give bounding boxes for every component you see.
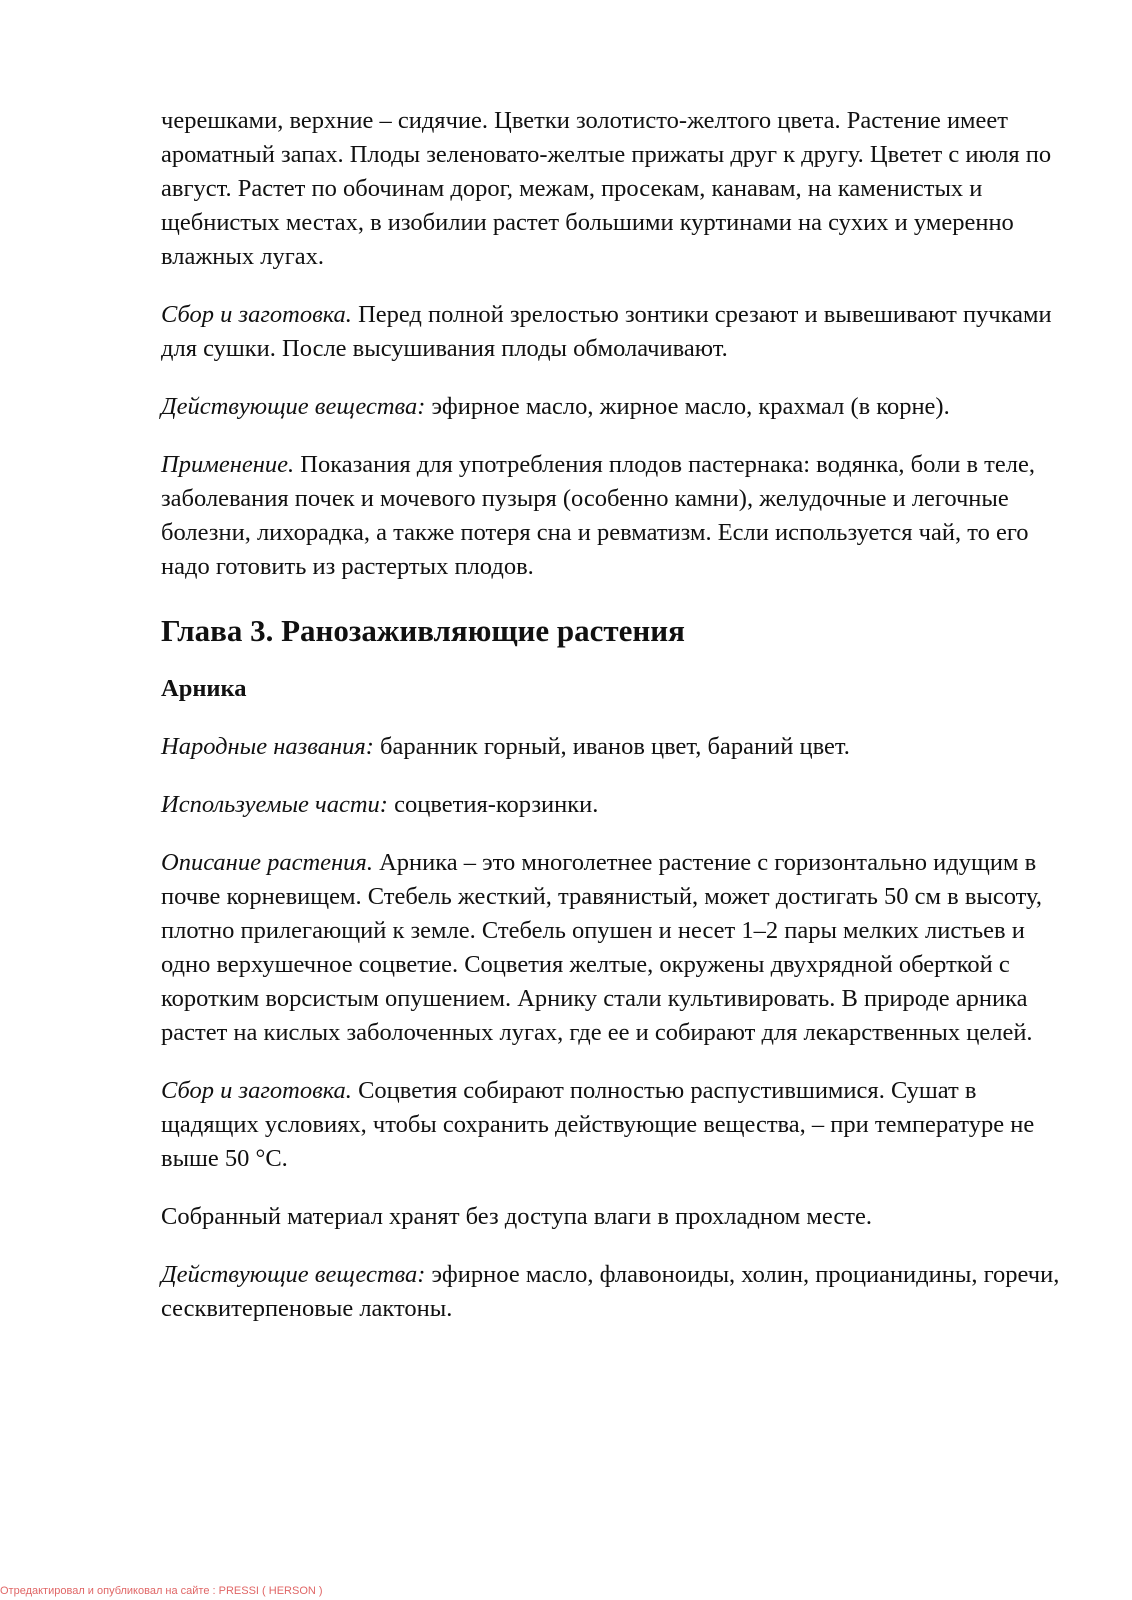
paragraph-used-parts xyxy=(161,788,1061,822)
paragraph-active-substances xyxy=(161,1258,1061,1326)
paragraph-lead: Действующие вещества: xyxy=(161,1261,426,1288)
paragraph-text: эфирное масло, флавоноиды, холин, процианидины, горечи, сесквитерпеновые лактоны. xyxy=(161,1261,1060,1322)
publisher-note: Отредактировал и опубликовал на сайте : PRESSI ( HERSON ) xyxy=(0,1585,323,1597)
paragraph-text: черешками, верхние – сидячие. Цветки золотисто-желтого цвета. Растение имеет ароматный запах. Плоды зеленовато-желтые прижаты друг к другу. Цветет с июля по август. Растет по обочинам дорог, межам, просекам, канавам, на каменистых и щебнистых местах, в изобилии растет большими куртинами на сухих и умеренно влажных лугах. xyxy=(161,107,1052,270)
paragraph-text: соцветия-корзинки. xyxy=(387,791,599,818)
paragraph-text: эфирное масло, жирное масло, крахмал (в корне). xyxy=(425,393,950,420)
page-content xyxy=(161,104,1061,1350)
paragraph-harvest xyxy=(161,1074,1061,1176)
chapter-title: Глава 3. Ранозаживляющие растения xyxy=(161,613,685,648)
paragraph-plant-description-cont xyxy=(161,104,1061,274)
paragraph-storage xyxy=(161,1200,1061,1234)
paragraph-text: Арника – это многолетнее растение с горизонтально идущим в почве корневищем. Стебель жесткий, травянистый, может достигать 50 см в высоту, плотно прилегающий к земле. Стебель опушен и несет 1–2 пары мелких листьев и одно верхушечное соцветие. Соцветия желтые, окружены двухрядной оберткой с коротким ворсистым опушением. Арнику стали культивировать. В природе арника растет на кислых заболоченных лугах, где ее и собирают для лекарственных целей. xyxy=(161,849,1042,1046)
paragraph-lead: Действующие вещества: xyxy=(161,393,426,420)
paragraph-folk-names xyxy=(161,730,1061,764)
paragraph-lead: Народные названия: xyxy=(161,733,374,760)
paragraph-lead: Используемые части: xyxy=(161,791,388,818)
paragraph-text: Показания для употребления плодов пастернака: водянка, боли в теле, заболевания почек и мочевого пузыря (особенно камни), желудочные и легочные болезни, лихорадка, а также потеря сна и ревматизм. Если используется чай, то его надо готовить из растертых плодов. xyxy=(161,451,1035,580)
section-title: Арника xyxy=(161,675,247,702)
paragraph-text: Перед полной зрелостью зонтики срезают и вывешивают пучками для сушки. После высушивания плоды обмолачивают. xyxy=(161,301,1052,362)
paragraph-plant-description xyxy=(161,846,1061,1050)
paragraph-text: Собранный материал хранят без доступа влаги в прохладном месте. xyxy=(161,1203,872,1230)
paragraph-lead: Сбор и заготовка. xyxy=(161,1077,352,1104)
paragraph-harvest xyxy=(161,298,1061,366)
paragraph-text: Соцветия собирают полностью распустившимися. Сушат в щадящих условиях, чтобы сохранить действующие вещества, – при температуре не выше 50 °С. xyxy=(161,1077,1035,1172)
paragraph-lead: Применение. xyxy=(161,451,295,478)
paragraph-usage xyxy=(161,448,1061,584)
paragraph-active-substances xyxy=(161,390,1061,424)
paragraph-lead: Описание растения. xyxy=(161,849,373,876)
paragraph-text: баранник горный, иванов цвет, бараний цвет. xyxy=(373,733,850,760)
paragraph-lead: Сбор и заготовка. xyxy=(161,301,352,328)
